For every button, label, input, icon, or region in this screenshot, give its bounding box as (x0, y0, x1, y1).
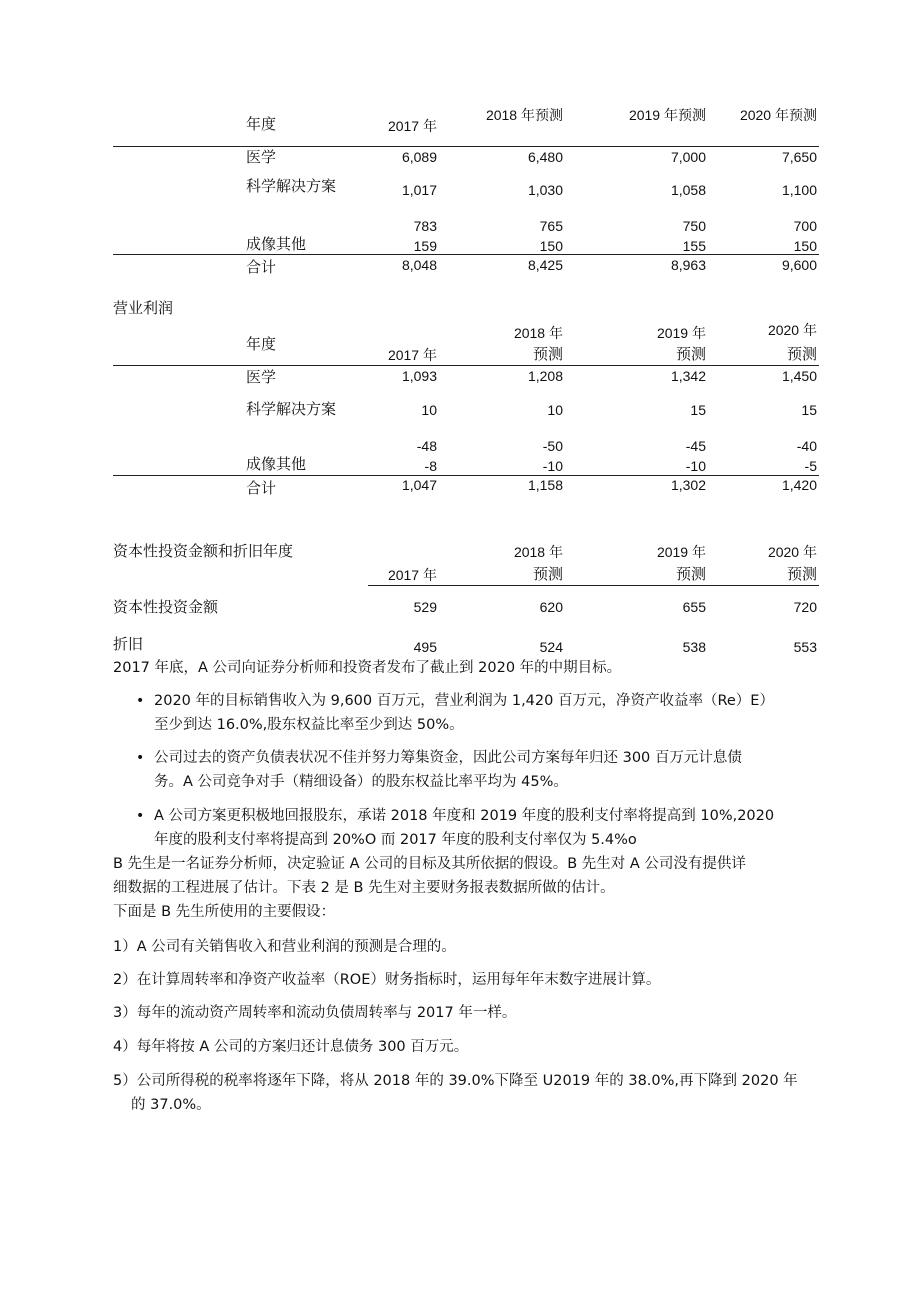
sales-row-label: 科学解决方案 (246, 177, 337, 195)
profit-cell: 1,342 (670, 368, 706, 384)
profit-forecast-label: 预测 (675, 345, 706, 363)
capex-year-2019: 2019 年 (656, 544, 706, 560)
capex-year-2020: 2020 年 (767, 544, 817, 560)
bullet-2-line-1: 公司过去的资产负债表状况不佳并努力筹集资金，因此公司方案每年归还 300 百万元计息债 (154, 750, 742, 766)
profit-cell: 10 (421, 402, 437, 418)
profit-total-cell: 1,158 (527, 477, 563, 493)
assumption-item: 5）公司所得税的税率将逐年下降，将从 2018 年的 39.0%下降至 U2019 年的 38.0%,再下降到 2020 年 (113, 1073, 798, 1089)
sales-total-cell: 8,425 (527, 257, 563, 273)
sales-cell: 750 (682, 218, 706, 234)
profit-row-label: 成像其他 (246, 455, 307, 473)
profit-forecast-label: 预测 (786, 345, 817, 363)
intro-paragraph: 2017 年底，A 公司向证券分析师和投资者发布了截止到 2020 年的中期目标。 (113, 660, 622, 676)
capex-cell: 620 (539, 599, 563, 615)
bullet-1-line-2: 至少到达 16.0%,股东权益比率至少到达 50%。 (154, 717, 464, 733)
profit-total-label: 合计 (246, 479, 277, 497)
sales-cell: 1,058 (670, 182, 706, 198)
profit-cell: 1,450 (781, 368, 817, 384)
sales-row-label: 医学 (246, 148, 277, 166)
profit-year-2017: 2017 年 (387, 347, 437, 363)
sales-year-2019: 2019 年预测 (628, 107, 706, 123)
sales-cell: 1,100 (781, 182, 817, 198)
profit-cell: 10 (547, 402, 563, 418)
sales-year-label: 年度 (246, 115, 277, 133)
profit-cell: 15 (801, 402, 817, 418)
sales-cell: 6,089 (401, 149, 437, 165)
bullet-mark: • (136, 693, 145, 709)
profit-cell: -48 (416, 438, 437, 454)
assumption-item-continued: 的 37.0%。 (131, 1097, 211, 1113)
bullet-mark: • (136, 750, 145, 766)
profit-cell: -8 (424, 458, 437, 474)
capex-year-2017: 2017 年 (387, 567, 437, 583)
sales-cell: 159 (413, 238, 437, 254)
sales-cell: 700 (793, 218, 817, 234)
assumption-item: 3）每年的流动资产周转率和流动负债周转率与 2017 年一样。 (113, 1005, 517, 1021)
capex-cell: 529 (413, 599, 437, 615)
sales-cell: 7,650 (781, 149, 817, 165)
sales-total-cell: 8,048 (401, 257, 437, 273)
sales-total-label: 合计 (246, 258, 277, 276)
profit-total-cell: 1,302 (670, 477, 706, 493)
divider (113, 365, 819, 366)
sales-total-cell: 8,963 (670, 257, 706, 273)
capex-cell: 553 (793, 639, 817, 655)
profit-forecast-label: 预测 (532, 345, 563, 363)
capex-forecast-label: 预测 (532, 565, 563, 583)
mr-b-line-2: 细数据的工程进展了估计。下表 2 是 B 先生对主要财务报表数据所做的估计。 (113, 880, 615, 896)
sales-cell: 783 (413, 218, 437, 234)
capex-row-label: 资本性投资金额 (113, 598, 219, 616)
sales-cell: 150 (793, 238, 817, 254)
sales-cell: 155 (682, 238, 706, 254)
assumption-item: 2）在计算周转率和净资产收益率（ROE）财务指标时，运用每年年末数字进展计算。 (113, 972, 661, 988)
capex-cell: 538 (682, 639, 706, 655)
sales-year-2018: 2018 年预测 (485, 107, 563, 123)
sales-cell: 1,017 (401, 182, 437, 198)
assumption-item: 4）每年将按 A 公司的方案归还计息债务 300 百万元。 (113, 1039, 469, 1055)
capex-cell: 655 (682, 599, 706, 615)
profit-cell: -40 (796, 438, 817, 454)
profit-year-2020: 2020 年 (767, 322, 817, 338)
assumptions-intro: 下面是 B 先生所使用的主要假设： (113, 904, 336, 920)
sales-cell: 765 (539, 218, 563, 234)
profit-total-cell: 1,047 (401, 477, 437, 493)
profit-total-cell: 1,420 (781, 477, 817, 493)
capex-row-label: 折旧 (113, 635, 144, 653)
bullet-mark: • (136, 808, 145, 824)
bullet-1-line-1: 2020 年的目标销售收入为 9,600 百万元，营业利润为 1,420 百万元，净资产收益率（Re）E） (154, 693, 774, 709)
sales-cell: 150 (539, 238, 563, 254)
sales-year-2017: 2017 年 (387, 118, 437, 134)
profit-cell: -10 (542, 458, 563, 474)
profit-cell: -10 (685, 458, 706, 474)
profit-year-label: 年度 (246, 335, 277, 353)
capex-forecast-label: 预测 (675, 565, 706, 583)
sales-cell: 6,480 (527, 149, 563, 165)
capex-year-2018: 2018 年 (513, 544, 563, 560)
profit-row-label: 医学 (246, 368, 277, 386)
capex-cell: 495 (413, 639, 437, 655)
sales-total-cell: 9,600 (781, 257, 817, 273)
assumption-item: 1）A 公司有关销售收入和营业利润的预测是合理的。 (113, 939, 456, 955)
divider (113, 254, 819, 255)
profit-title: 营业利润 (113, 299, 174, 317)
capex-cell: 524 (539, 639, 563, 655)
capex-cell: 720 (793, 599, 817, 615)
bullet-3-line-2: 年度的股利支付率将提高到 20%O 而 2017 年度的股利支付率仅为 5.4%o (154, 832, 637, 848)
profit-cell: -45 (685, 438, 706, 454)
profit-cell: 1,093 (401, 368, 437, 384)
capex-forecast-label: 预测 (786, 565, 817, 583)
sales-year-2020: 2020 年预测 (739, 107, 817, 123)
sales-cell: 1,030 (527, 182, 563, 198)
sales-row-label: 成像其他 (246, 235, 307, 253)
bullet-3-line-1: A 公司方案更积极地回报股东，承诺 2018 年度和 2019 年度的股利支付率将提高到 10%,2020 (154, 808, 775, 824)
mr-b-line-1: B 先生是一名证券分析师，决定验证 A 公司的目标及其所依据的假设。B 先生对 A 公司没有提供详 (113, 856, 746, 872)
profit-row-label: 科学解决方案 (246, 400, 337, 418)
profit-year-2018: 2018 年 (513, 325, 563, 341)
profit-cell: 1,208 (527, 368, 563, 384)
profit-cell: -5 (804, 458, 817, 474)
profit-cell: -50 (542, 438, 563, 454)
bullet-2-line-2: 务。A 公司竞争对手（精细设备）的股东权益比率平均为 45%。 (154, 774, 568, 790)
sales-cell: 7,000 (670, 149, 706, 165)
profit-year-2019: 2019 年 (656, 325, 706, 341)
divider (368, 585, 819, 586)
profit-cell: 15 (690, 402, 706, 418)
divider (113, 146, 819, 147)
capex-title: 资本性投资金额和折旧年度 (113, 542, 294, 560)
